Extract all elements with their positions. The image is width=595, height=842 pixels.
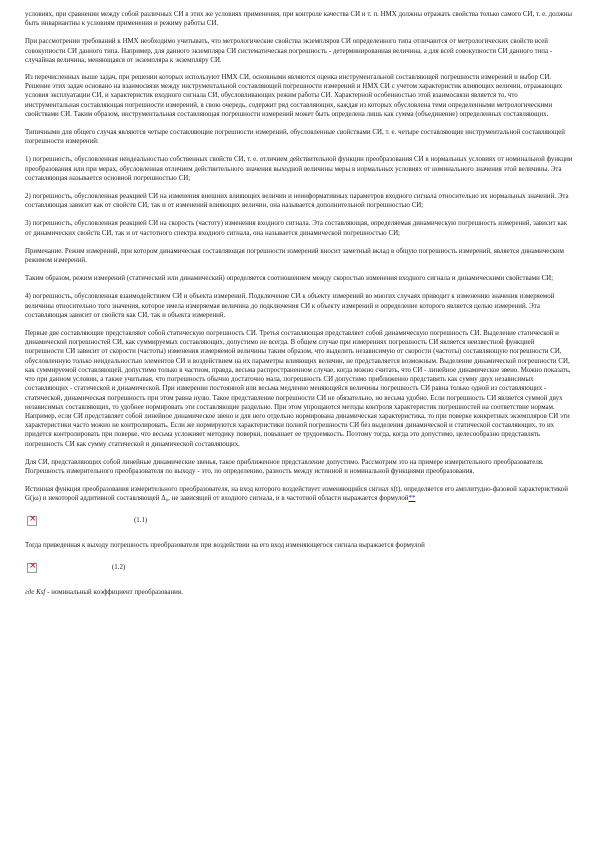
note-paragraph: Примечание. Режим измерений, при котором динамическая составляющая погрешности измерений вносит заметный вклад в общую погрешность измерений, является динамическим режимом измерений. xyxy=(25,247,564,265)
document-page xyxy=(25,10,573,597)
formula-1-number: (1.1) xyxy=(134,517,148,525)
paragraph-regime: Таким образом, режим измерений (статический или динамический) определяется соотношением между скоростью изменения входного сигнала и динамическими свойствами СИ; xyxy=(25,275,554,283)
formula-2-number: (1.2) xyxy=(112,564,126,572)
broken-image-icon xyxy=(27,563,37,573)
broken-image-icon xyxy=(27,516,37,526)
paragraph-last xyxy=(25,588,573,597)
footnote-link[interactable]: ** xyxy=(408,495,416,503)
paragraph-4: Типичными для общего случая являются четыре составляющие погрешности измерений, обусловленные свойствами СИ, т. е. четыре составляющие инструментальной составляющей погрешности измерений: xyxy=(25,129,565,146)
paragraph-2: При рассмотрении требований к НМХ необходимо учитывать, что метрологические свойства экземпляров СИ определенного типа отличаются от метрологических свойств всей совокупности СИ данного типа. Например, для данного экземпляра СИ систематическая погрешность - детерминированная величина, а для всей совокупности СИ данного типа - случайная величина, меняющаяся от экземпляра к экземпляру СИ. xyxy=(25,38,553,64)
list-item-4: 4) погрешность, обусловленная взаимодействием СИ и объекта измерений. Подключение СИ к объекту измерений во многих случаях приводит к изменению значения измеряемой величины относительно того значения, которое имела измеряемая величина до подключения СИ к объекту измерений и определение которого является целью измерений. Эта составляющая зависит от свойств как СИ, так и объекта измерений. xyxy=(25,293,555,319)
paragraph-true-function xyxy=(25,485,573,503)
paragraph-static-dynamic: Первые две составляющие представляют собой статическую погрешность СИ. Третья составляющая представляет собой динамическую погрешность СИ. Выделение статической и динамической погрешностей СИ, как суммируемых составляющих, допустимо не всегда. В общем случае при измерениях погрешность СИ является неизвестной функцией погрешности СИ зависит от скорости (частоты) изменения измеряемой величины таким образом, что выделить независимую от скорости (частоты) составляющую погрешности СИ, обусловленную только неидеальностью элементов СИ и воздействием на их параметры влияющих величин, не представляется возможным. Выделение динамической погрешности СИ, как суммируемой составляющей, допустимо только в частном, правда, весьма распространенном случае, когда можно считать, что СИ - линейное динамическое звено. Можно показать, что при данном условии, а также учитывая, что погрешность обычно достаточно мала, погрешность СИ допустимо приближенно представить как сумму двух независимых составляющих - статической и динамической. При измерении постоянной или весьма медленно меняющейся величины погрешность СИ равна только одной из составляющих - статической, динамическая погрешность при этом равна нулю. Такое представление погрешности СИ не обязательно, но весьма удобно. Если погрешность СИ является суммой двух независимых составляющих, то удобнее нормировать эти составляющие раздельно. При этом упрощаются методы контроля характеристик погрешностей на соответствие нормам. Например, если СИ представляет собой линейное динамическое звено и для него отдельно нормирована динамическая характеристика, то при поверке конкретных экземпляров СИ эти характеристики часто можно не контролировать. Если же нормируются характеристики полной погрешности СИ без выделения динамической и статической составляющих, то их придется контролировать при поверке, что весьма усложняет методику поверки, повышает ее трудоемкость. Поэтому тогда, когда это допустимо, целесообразно представлять погрешность СИ как сумму статической и динамической составляющих. xyxy=(25,330,571,448)
list-item-2: 2) погрешность, обусловленная реакцией СИ на изменения внешних влияющих величин и неинформативных параметров входного сигнала относительно их нормальных значений. Эта составляющая зависит как от свойств СИ, так и от изменений влияющих величин, она называется дополнительной погрешностью СИ; xyxy=(25,193,569,210)
paragraph-true-function-text: Истинная функция преобразования измерительного преобразователя, на вход которого воздействует изменяющийся сигнал x(t), определяется его амплитудно-фазовой характеристикой G(jω) и некоторой аддитивной составляющей Δ₀, не зависящей от входного сигнала, и в частотной области выражается формулой xyxy=(25,486,568,503)
formula-1 xyxy=(25,513,573,529)
paragraph-last-text: - номинальный коэффициент преобразования. xyxy=(45,588,183,596)
paragraph-1: условиях, при сравнении между собой различных СИ в этих же условиях применения, при контроле качества СИ и т. п. НМХ должны отражать свойства только самого СИ, т. е. должны быть инвариантны к условиям применения и режиму работы СИ. xyxy=(25,11,573,28)
list-item-3: 3) погрешность, обусловленная реакцией СИ на скорость (частоту) изменения входного сигнала. Эта составляющая, определяемая динамическую погрешность измерений, зависит как от динамических свойств СИ, так и от частотного спектра входного сигнала, она называется динамической погрешностью СИ; xyxy=(25,220,568,237)
paragraph-formula-note: Тогда приведенная к выходу погрешность преобразователя при воздействии на его вход изменяющегося сигнала выражается формулой xyxy=(25,541,425,549)
coefficient-symbol: где Кsf xyxy=(25,588,46,596)
paragraph-3: Из перечисленных выше задач, при решении которых используют НМХ СИ, основными являются оценка инструментальной составляющей погрешности измерений и выбор СИ. Решение этих задач основано на взаимосвязи между инструментальной составляющей погрешности измерений и НМХ СИ с учетом характеристик влияющих величин, отражающих условия эксплуатации СИ, и характеристик входного сигнала СИ, обусловливающих режим работы СИ. Характерной особенностью этой взаимосвязи является то, что инструментальная составляющая погрешности измерений, в свою очередь, содержит ряд составляющих, каждая из которых обусловлена теми определенными метрологическими свойствами СИ. Таким образом, инструментальная составляющая погрешности измерений может быть определена лишь как сумма (объединение) определенных составляющих. xyxy=(25,74,563,118)
list-item-1: 1) погрешность, обусловленная неидеальностью собственных свойств СИ, т. е. отличием действительной функции преобразования СИ в нормальных условиях от номинальной функции преобразования или при мерах, обусловленная отличием действительного значения выходной величины меры в нормальных условиях от номинального значения этой величины. Эта составляющая называется основной погрешностью СИ; xyxy=(25,156,573,182)
paragraph-linear-link: Для СИ, представляющих собой линейные динамические звенья, такое приближенное представление допустимо. Рассмотрим это на примере измерительного преобразователя. Погрешность измерительного преобразователя по выходу - это, по определению, разность между истинной и номинальной функциями преобразования. xyxy=(25,458,544,475)
formula-2 xyxy=(25,560,573,576)
